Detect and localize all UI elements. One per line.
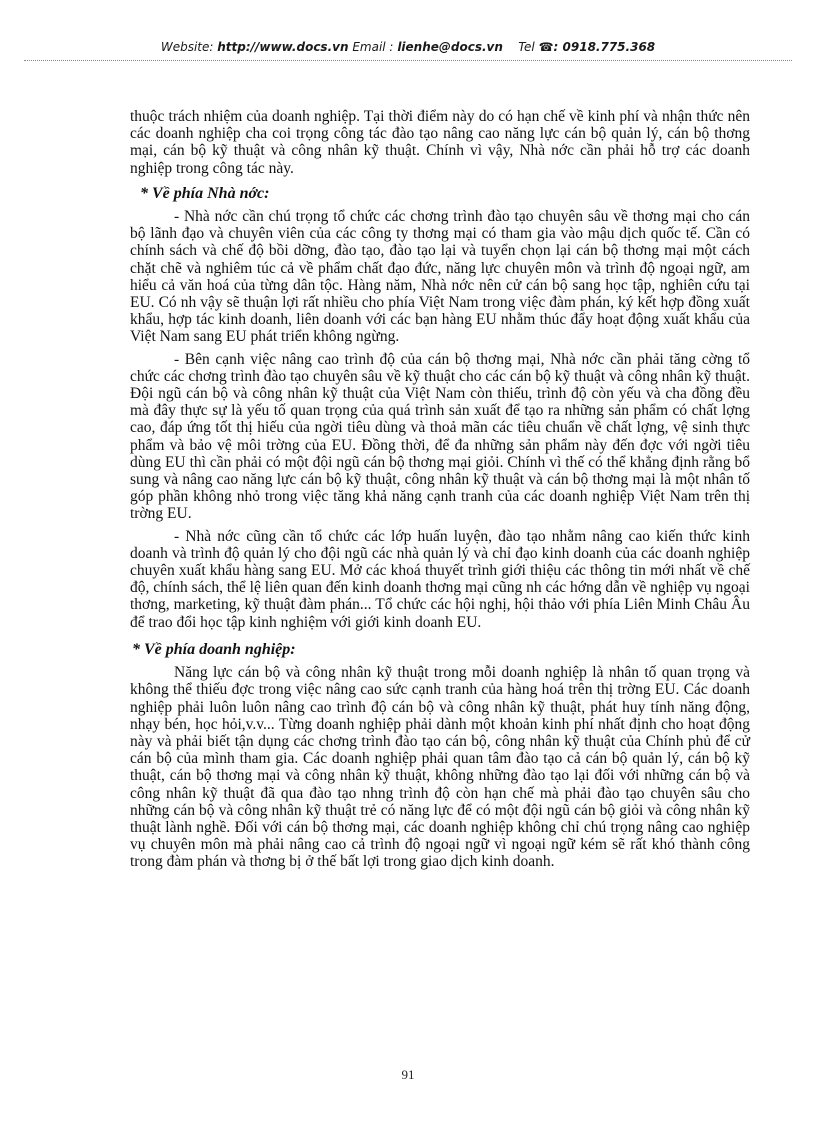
phone-icon: ☎ — [538, 40, 554, 54]
intro-paragraph: thuộc trách nhiệm của doanh nghiệp. Tại thời điểm này do có hạn chế về kinh phí và nhận thức nên các doanh nghiệp cha coi trọng công tác đào tạo nâng cao năng lực cán bộ quản lý, cán bộ thơng mại, cán bộ kỹ thuật và công nhân kỹ thuật. Chính vì vậy, Nhà nớc cần phải hỗ trợ các doanh nghiệp trong công tác này. — [130, 108, 750, 177]
email-label: Email : — [352, 40, 394, 54]
heading-business: * Về phía doanh nghiệp: — [132, 640, 296, 658]
page-header — [24, 40, 792, 62]
email-address[interactable]: lienhe@docs.vn — [397, 40, 503, 54]
heading-state: * Về phía Nhà nớc: — [140, 184, 270, 202]
tel-number: : 0918.775.368 — [553, 40, 656, 54]
header-rule — [24, 60, 792, 61]
state-paragraph-3: - Nhà nớc cũng cần tổ chức các lớp huấn luyện, đào tạo nhằm nâng cao kiến thức kinh doanh và trình độ quản lý cho đội ngũ các nhà quản lý và chỉ đạo kinh doanh của các doanh nghiệp chuyên xuất khẩu hàng sang EU. Mở các khoá thuyết trình giới thiệu các thông tin mới nhất về chế độ, chính sách, thể lệ liên quan đến kinh doanh thơng mại cũng nh các hớng dẫn về nghiệp vụ ngoại thơng, marketing, kỹ thuật đàm phán... Tổ chức các hội nghị, hội thảo với phía Liên Minh Châu Âu để trao đổi học tập kinh nghiệm với giới kinh doanh EU. — [130, 527, 750, 631]
page-number: 91 — [401, 1067, 415, 1082]
document-body — [130, 108, 750, 876]
website-label: Website: — [160, 40, 214, 54]
website-url[interactable]: http://www.docs.vn — [217, 40, 349, 54]
state-paragraph-1: - Nhà nớc cần chú trọng tổ chức các chơng trình đào tạo chuyên sâu về thơng mại cho cán bộ lãnh đạo và chuyên viên của các công ty thơng mại có tham gia vào mậu dịch quốc tế. Cần có chính sách và chế độ bồi dỡng, đào tạo, đào tạo lại và tuyển chọn lại cán bộ thơng mại một cách chặt chẽ và nghiêm túc cả về phẩm chất đạo đức, năng lực chuyên môn và trình độ ngoại ngữ, am hiểu cả văn hoá của từng dân tộc. Hàng năm, Nhà nớc nên cử cán bộ sang học tập, nghiên cứu tại EU. Có nh vậy sẽ thuận lợi rất nhiều cho phía Việt Nam trong việc đàm phán, ký kết hợp đồng xuất khẩu, hợp tác kinh doanh, liên doanh với các bạn hàng EU nhằm thúc đẩy hoạt động xuất khẩu của Việt Nam sang EU phát triển không ngừng. — [130, 208, 750, 346]
business-paragraph-1: Năng lực cán bộ và công nhân kỹ thuật trong mỗi doanh nghiệp là nhân tố quan trọng và không thể thiếu đợc trong việc nâng cao sức cạnh tranh của hàng hoá trên thị trờng EU. Các doanh nghiệp phải luôn luôn nâng cao trình độ cán bộ và công nhân kỹ thuật, phát huy tính năng động, nhạy bén, học hỏi,v.v... Từng doanh nghiệp phải dành một khoản kinh phí nhất định cho hoạt động này và phải biết tận dụng các chơng trình đào tạo cán bộ, công nhân kỹ thuật của Chính phủ để cử cán bộ của mình tham gia. Các doanh nghiệp phải quan tâm đào tạo cả cán bộ quản lý, cán bộ kỹ thuật, cán bộ thơng mại và công nhân kỹ thuật, không những đào tạo lại đối với những cán bộ và công nhân kỹ thuật đã qua đào tạo nhng trình độ còn hạn chế mà phải đào tạo chuyên sâu cho những cán bộ và công nhân kỹ thuật trẻ có năng lực để có một đội ngũ cán bộ giỏi và công nhân kỹ thuật lành nghề. Đối với cán bộ thơng mại, các doanh nghiệp không chỉ chú trọng nâng cao nghiệp vụ chuyên môn mà phải nâng cao cả trình độ ngoại ngữ vì ngoại ngữ kém sẽ rất khó thành công trong đàm phán và thơng bị ở thế bất lợi trong giao dịch kinh doanh. — [130, 664, 750, 871]
tel-label: Tel — [518, 40, 535, 54]
state-paragraph-2: - Bên cạnh việc nâng cao trình độ của cán bộ thơng mại, Nhà nớc cần phải tăng cờng tổ chức các chơng trình đào tạo chuyên sâu về kỹ thuật cho các cán bộ kỹ thuật và công nhân kỹ thuật. Đội ngũ cán bộ và công nhân kỹ thuật của Việt Nam còn thiếu, trình độ còn yếu và cha đồng đều mà đây thực sự là yếu tố quan trọng của quá trình sản xuất để tạo ra những sản phẩm có chất lợng cao, đáp ứng tốt thị hiếu của ngời tiêu dùng và thoả mãn các tiêu chuẩn về chất lợng, vệ sinh thực phẩm và bảo vệ môi trờng của EU. Đồng thời, để đa những sản phẩm này đến đợc với ngời tiêu dùng EU thì cần phải có một đội ngũ cán bộ thơng mại giỏi. Chính vì thế có thể khẳng định rằng bổ sung và nâng cao năng lực cán bộ kỹ thuật, công nhân kỹ thuật và cán bộ thơng mại là một nhân tố góp phần không nhỏ trong việc tăng khả năng cạnh tranh của các doanh nghiệp Việt Nam trên thị trờng EU. — [130, 350, 750, 523]
